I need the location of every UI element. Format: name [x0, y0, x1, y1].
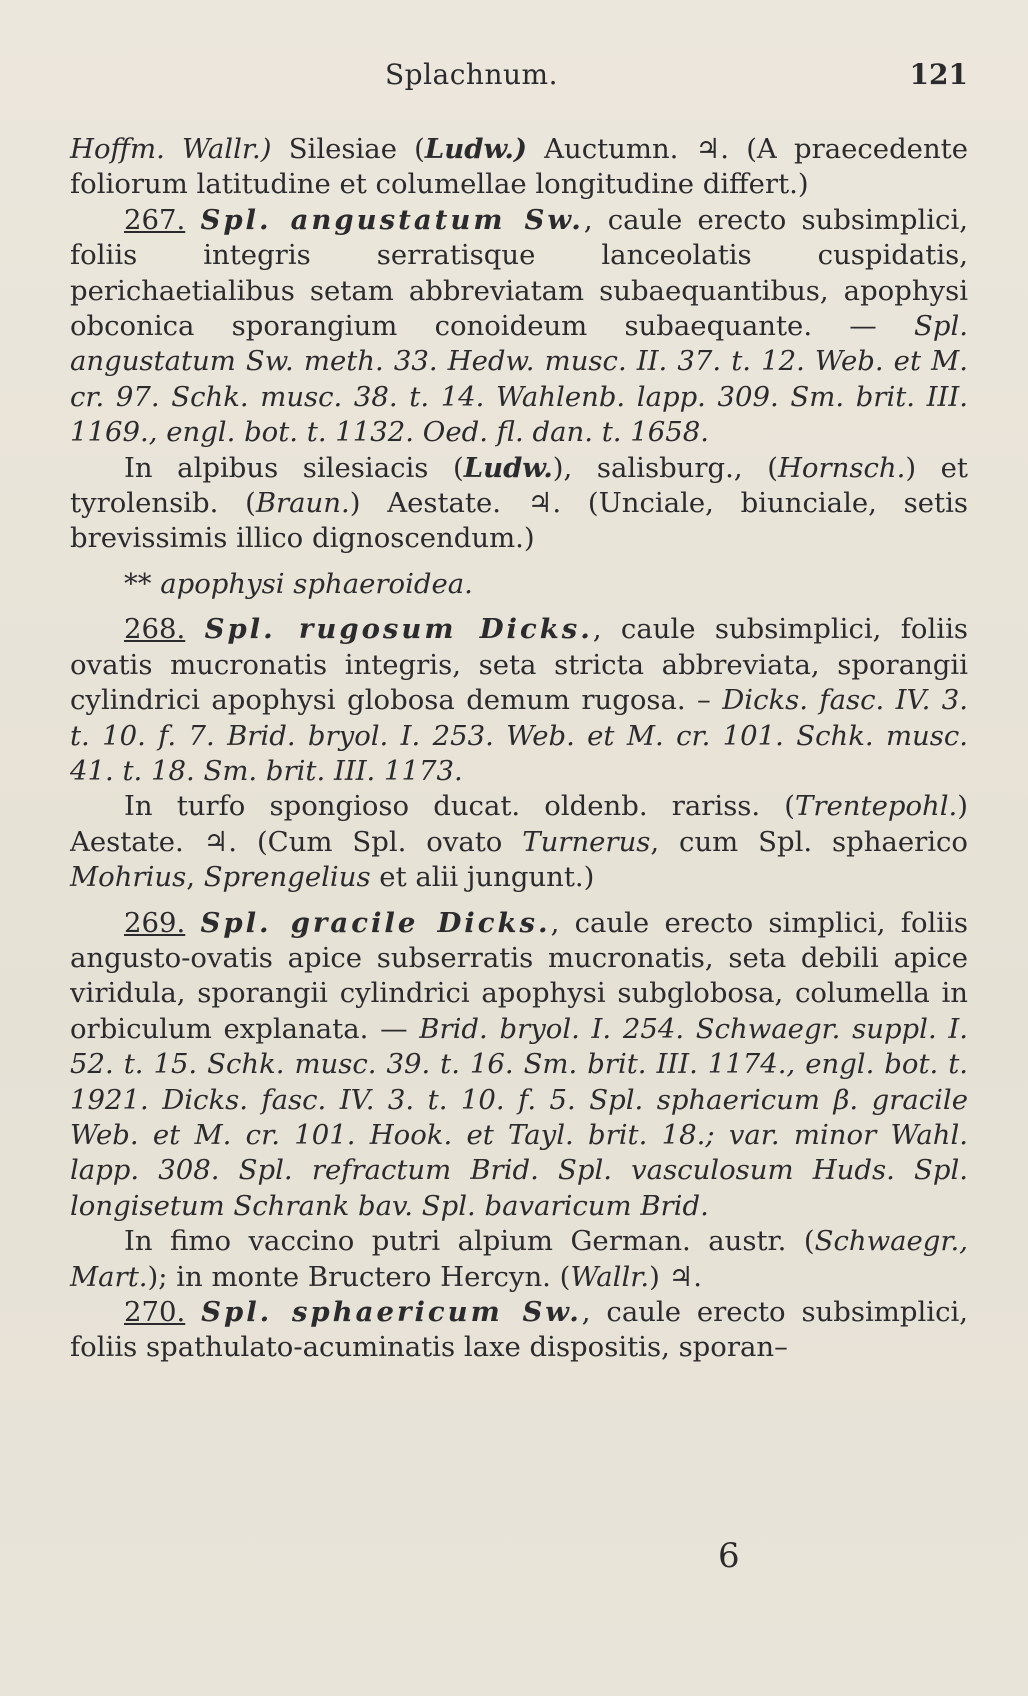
species-name: Spl. gracile Dicks.: [200, 906, 551, 939]
species-description: , caule erecto subsimplici, foliis spathulato-acuminatis laxe dispositis, sporan–: [70, 1296, 969, 1364]
page-header: [70, 58, 968, 98]
species-description: , caule erecto simplici, foliis angusto-ovatis apice subserratis mucronatis, seta debili apice viridula, sporangii cylindrici apophysi subglobosa, columella in orbiculum explanata. —: [70, 906, 969, 1045]
species-description: , caule subsimplici, foliis ovatis mucronatis integris, seta stricta abbreviata, sporangii cylindrici apophysi globosa demum rugosa. –: [70, 613, 968, 717]
species-entry-268: [70, 612, 968, 789]
species-number: 270.: [124, 1296, 186, 1328]
species-entry-267: [70, 203, 968, 451]
species-number: 268.: [124, 613, 186, 646]
species-entry-269: [70, 906, 968, 1225]
author-reference: Hoffm. Wallr.): [70, 133, 272, 165]
collector-reference: Ludw.): [424, 133, 527, 165]
running-title: Splachnum.: [385, 58, 558, 91]
habitat-268: In turfo spongioso ducat. oldenb. rariss. (Trentepohl.) Aestate. ♃. (Cum Spl. ovato Turnerus, cum Spl. sphaerico Mohrius, Sprengelius et alii jungunt.): [70, 790, 968, 894]
section-heading: ** apophysi sphaeroidea.: [124, 567, 473, 600]
species-name: Spl. rugosum Dicks.: [204, 613, 593, 646]
species-name: Spl. sphaericum Sw.: [201, 1296, 582, 1328]
species-references: Dicks. fasc. IV. 3. t. 10. f. 7. Brid. bryol. I. 253. Web. et M. cr. 101. Schk. musc. 41. t. 18. Sm. brit. III. 1173.: [70, 684, 968, 787]
habitat-269: In fimo vaccino putri alpium German. austr. (Schwaegr., Mart.); in monte Bructero Hercyn. (Wallr.) ♃.: [70, 1225, 968, 1293]
species-name: Spl. angustatum Sw.: [200, 203, 584, 236]
habitat-267: In alpibus silesiacis (Ludw.), salisburg., (Hornsch.) et tyrolensib. (Braun.) Aestate. ♃. (Unciale, biunciale, setis brevissimis illico dignoscendum.): [70, 451, 968, 555]
signature-mark: 6: [718, 1536, 740, 1576]
species-references: Brid. bryol. I. 254. Schwaegr. suppl. I. 52. t. 15. Schk. musc. 39. t. 16. Sm. brit. III. 1174., engl. bot. t. 1921. Dicks. fasc. IV. 3. t. 10. f. 5. Spl. sphaericum β. gracile Web. et M. cr. 101. Hook. et Tayl. brit. 18.; var. minor Wahl. lapp. 308. Spl. refractum Brid. Spl. vasculosum Huds. Spl. longisetum Schrank bav. Spl. bavaricum Brid.: [70, 1012, 968, 1222]
species-entry-270: [70, 1295, 968, 1366]
page-number: 121: [909, 58, 968, 91]
species-description: , caule erecto subsimplici, foliis integris serratisque lanceolatis cuspidatis, perichaetialibus setam abbreviatam subaequantibus, apophysi obconica sporangium conoideum subaequante. —: [70, 203, 968, 343]
species-references: Spl. angustatum Sw. meth. 33. Hedw. musc. II. 37. t. 12. Web. et M. cr. 97. Schk. musc. 38. t. 14. Wahlenb. lapp. 309. Sm. brit. III. 1169., engl. bot. t. 1132. Oed. fl. dan. t. 1658.: [70, 310, 968, 449]
body-text: [70, 132, 968, 1366]
species-number: 269.: [124, 906, 186, 939]
continued-paragraph: Hoffm. Wallr.) Silesiae (Ludw.) Auctumn. ♃. (A praecedente foliorum latitudine et columellae longitudine differt.): [70, 133, 968, 201]
species-number: 267.: [124, 203, 186, 236]
